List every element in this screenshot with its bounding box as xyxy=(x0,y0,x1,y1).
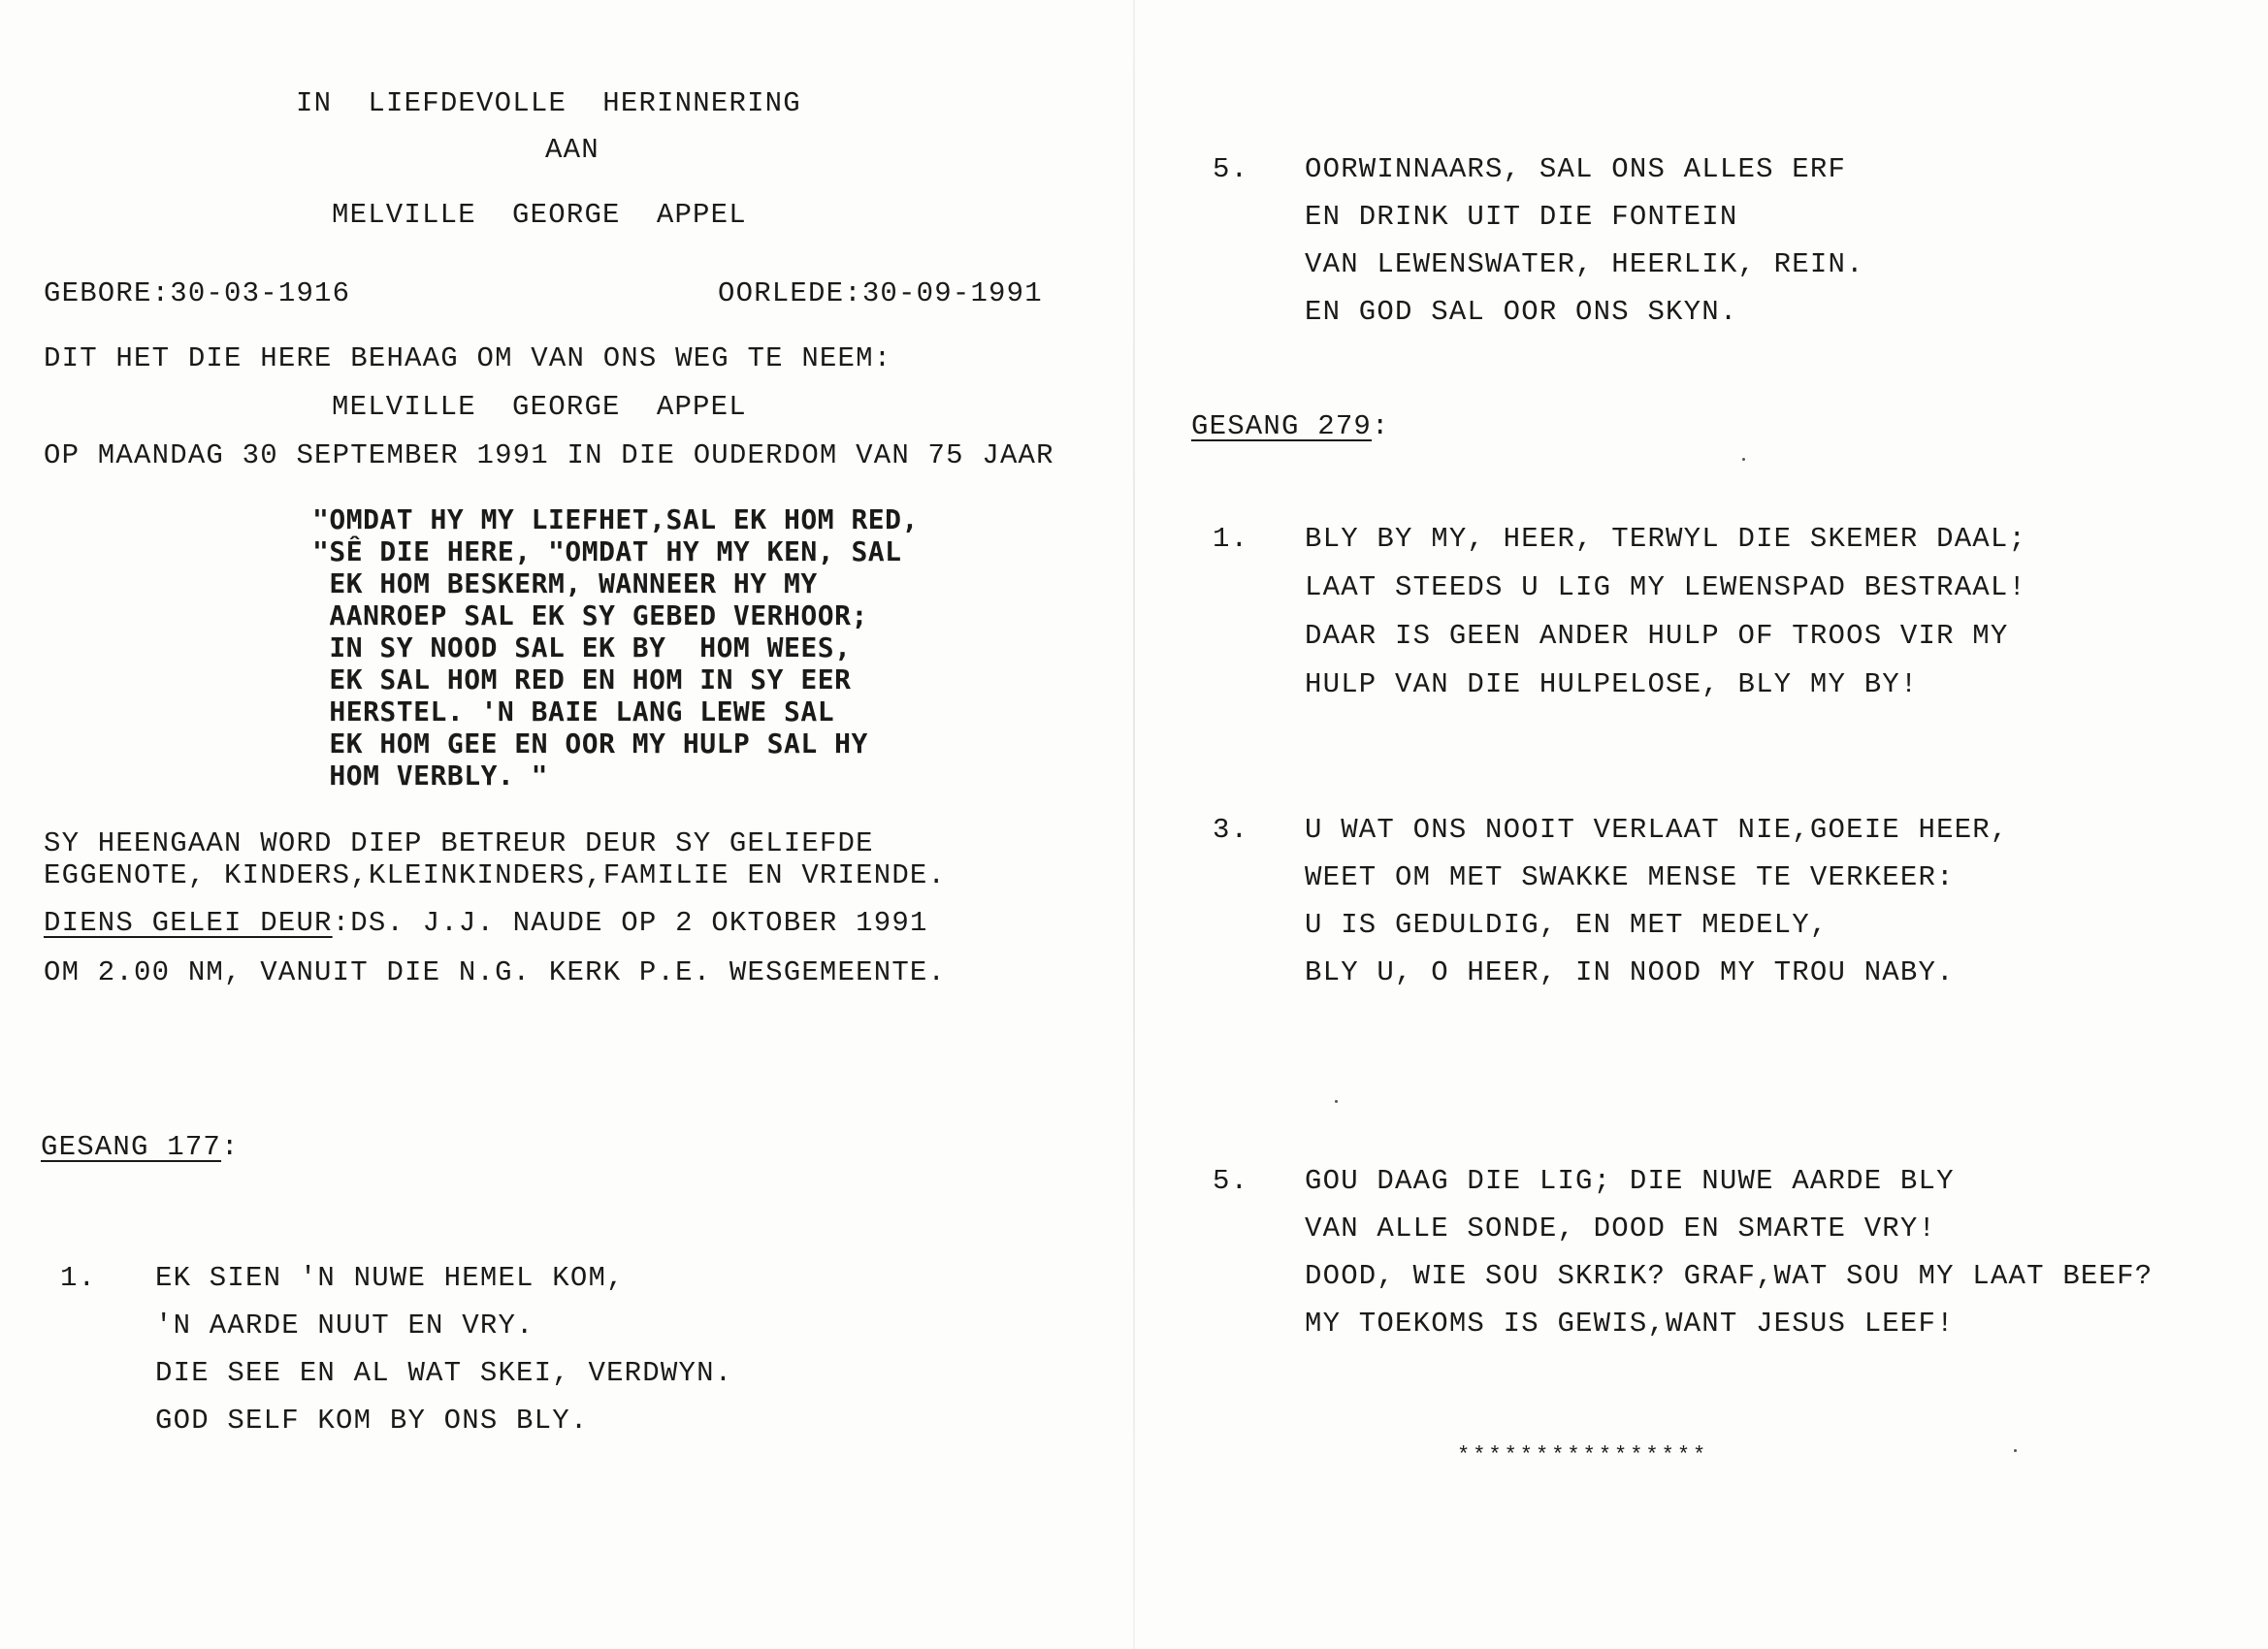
quote-line: "SÊ DIE HERE, "OMDAT HY MY KEN, SAL xyxy=(312,535,902,567)
verse-number: 5. xyxy=(1213,153,1249,185)
verse-line: U WAT ONS NOOIT VERLAAT NIE,GOEIE HEER, xyxy=(1305,814,2009,846)
verse-line: WEET OM MET SWAKKE MENSE TE VERKEER: xyxy=(1305,861,1955,893)
verse-line: DOOD, WIE SOU SKRIK? GRAF,WAT SOU MY LAAT BEEF? xyxy=(1305,1260,2154,1292)
verse-line: MY TOEKOMS IS GEWIS,WANT JESUS LEEF! xyxy=(1305,1308,1955,1340)
verse-line: 'N AARDE NUUT EN VRY. xyxy=(155,1310,535,1342)
paper-speck xyxy=(2014,1449,2017,1452)
verse-line: GOU DAAG DIE LIG; DIE NUWE AARDE BLY xyxy=(1305,1165,1955,1197)
quote-line: HOM VERBLY. " xyxy=(312,760,549,792)
verse-line: VAN ALLE SONDE, DOOD EN SMARTE VRY! xyxy=(1305,1212,1937,1245)
announcement-line-2: OP MAANDAG 30 SEPTEMBER 1991 IN DIE OUDERDOM VAN 75 JAAR xyxy=(44,439,1054,471)
quote-line: IN SY NOOD SAL EK BY HOM WEES, xyxy=(312,631,852,663)
quote-line: HERSTEL. 'N BAIE LANG LEWE SAL xyxy=(312,695,835,728)
center-fold xyxy=(1133,0,1135,1649)
hymn-177-heading xyxy=(41,1133,240,1161)
mourning-line-1: SY HEENGAAN WORD DIEP BETREUR DEUR SY GELIEFDE xyxy=(44,827,874,859)
service-label: DIENS GELEI DEUR xyxy=(44,907,333,939)
verse-line: LAAT STEEDS U LIG MY LEWENSPAD BESTRAAL! xyxy=(1305,571,2027,603)
deceased-name: MELVILLE GEORGE APPEL xyxy=(332,199,747,231)
card-heading-aan: AAN xyxy=(545,134,599,166)
paper-speck xyxy=(1335,1100,1338,1103)
birth-date: GEBORE:30-03-1916 xyxy=(44,277,351,309)
verse-line: HULP VAN DIE HULPELOSE, BLY MY BY! xyxy=(1305,668,1919,700)
hymn-279-heading xyxy=(1191,412,1390,440)
verse-line: EN GOD SAL OOR ONS SKYN. xyxy=(1305,296,1738,328)
service-line-2: OM 2.00 NM, VANUIT DIE N.G. KERK P.E. WESGEMEENTE. xyxy=(44,956,947,988)
quote-line: AANROEP SAL EK SY GEBED VERHOOR; xyxy=(312,599,868,631)
verse-line: BLY U, O HEER, IN NOOD MY TROU NABY. xyxy=(1305,956,1955,988)
quote-line: "OMDAT HY MY LIEFHET,SAL EK HOM RED, xyxy=(312,503,919,535)
mourning-line-2: EGGENOTE, KINDERS,KLEINKINDERS,FAMILIE EN VRIENDE. xyxy=(44,859,947,891)
hymn-177-title: GESANG 177 xyxy=(41,1131,222,1163)
paper-speck xyxy=(1742,458,1745,461)
closing-stars: **************** xyxy=(1457,1443,1709,1468)
verse-number: 1. xyxy=(1213,523,1249,555)
announcement-name: MELVILLE GEORGE APPEL xyxy=(332,391,747,423)
service-details: :DS. J.J. NAUDE OP 2 OKTOBER 1991 xyxy=(332,907,928,939)
verse-line: EK SIEN 'N NUWE HEMEL KOM, xyxy=(155,1262,625,1294)
service-line-1 xyxy=(44,909,928,937)
verse-line: OORWINNAARS, SAL ONS ALLES ERF xyxy=(1305,153,1847,185)
announcement-line-1: DIT HET DIE HERE BEHAAG OM VAN ONS WEG TE NEEM: xyxy=(44,342,892,374)
quote-line: EK SAL HOM RED EN HOM IN SY EER xyxy=(312,663,852,695)
hymn-279-colon: : xyxy=(1372,410,1390,442)
verse-line: GOD SELF KOM BY ONS BLY. xyxy=(155,1405,589,1437)
verse-line: U IS GEDULDIG, EN MET MEDELY, xyxy=(1305,909,1829,941)
card-heading: IN LIEFDEVOLLE HERINNERING xyxy=(296,87,801,119)
hymn-177-colon: : xyxy=(221,1131,240,1163)
quote-line: EK HOM GEE EN OOR MY HULP SAL HY xyxy=(312,728,868,760)
verse-line: EN DRINK UIT DIE FONTEIN xyxy=(1305,201,1738,233)
verse-line: DIE SEE EN AL WAT SKEI, VERDWYN. xyxy=(155,1357,733,1389)
verse-line: DAAR IS GEEN ANDER HULP OF TROOS VIR MY xyxy=(1305,620,2009,652)
hymn-279-title: GESANG 279 xyxy=(1191,410,1373,442)
verse-line: BLY BY MY, HEER, TERWYL DIE SKEMER DAAL; xyxy=(1305,523,2027,555)
verse-number: 1. xyxy=(60,1262,97,1294)
death-date: OORLEDE:30-09-1991 xyxy=(718,277,1043,309)
quote-line: EK HOM BESKERM, WANNEER HY MY xyxy=(312,567,818,599)
verse-number: 5. xyxy=(1213,1165,1249,1197)
verse-line: VAN LEWENSWATER, HEERLIK, REIN. xyxy=(1305,248,1864,280)
verse-number: 3. xyxy=(1213,814,1249,846)
